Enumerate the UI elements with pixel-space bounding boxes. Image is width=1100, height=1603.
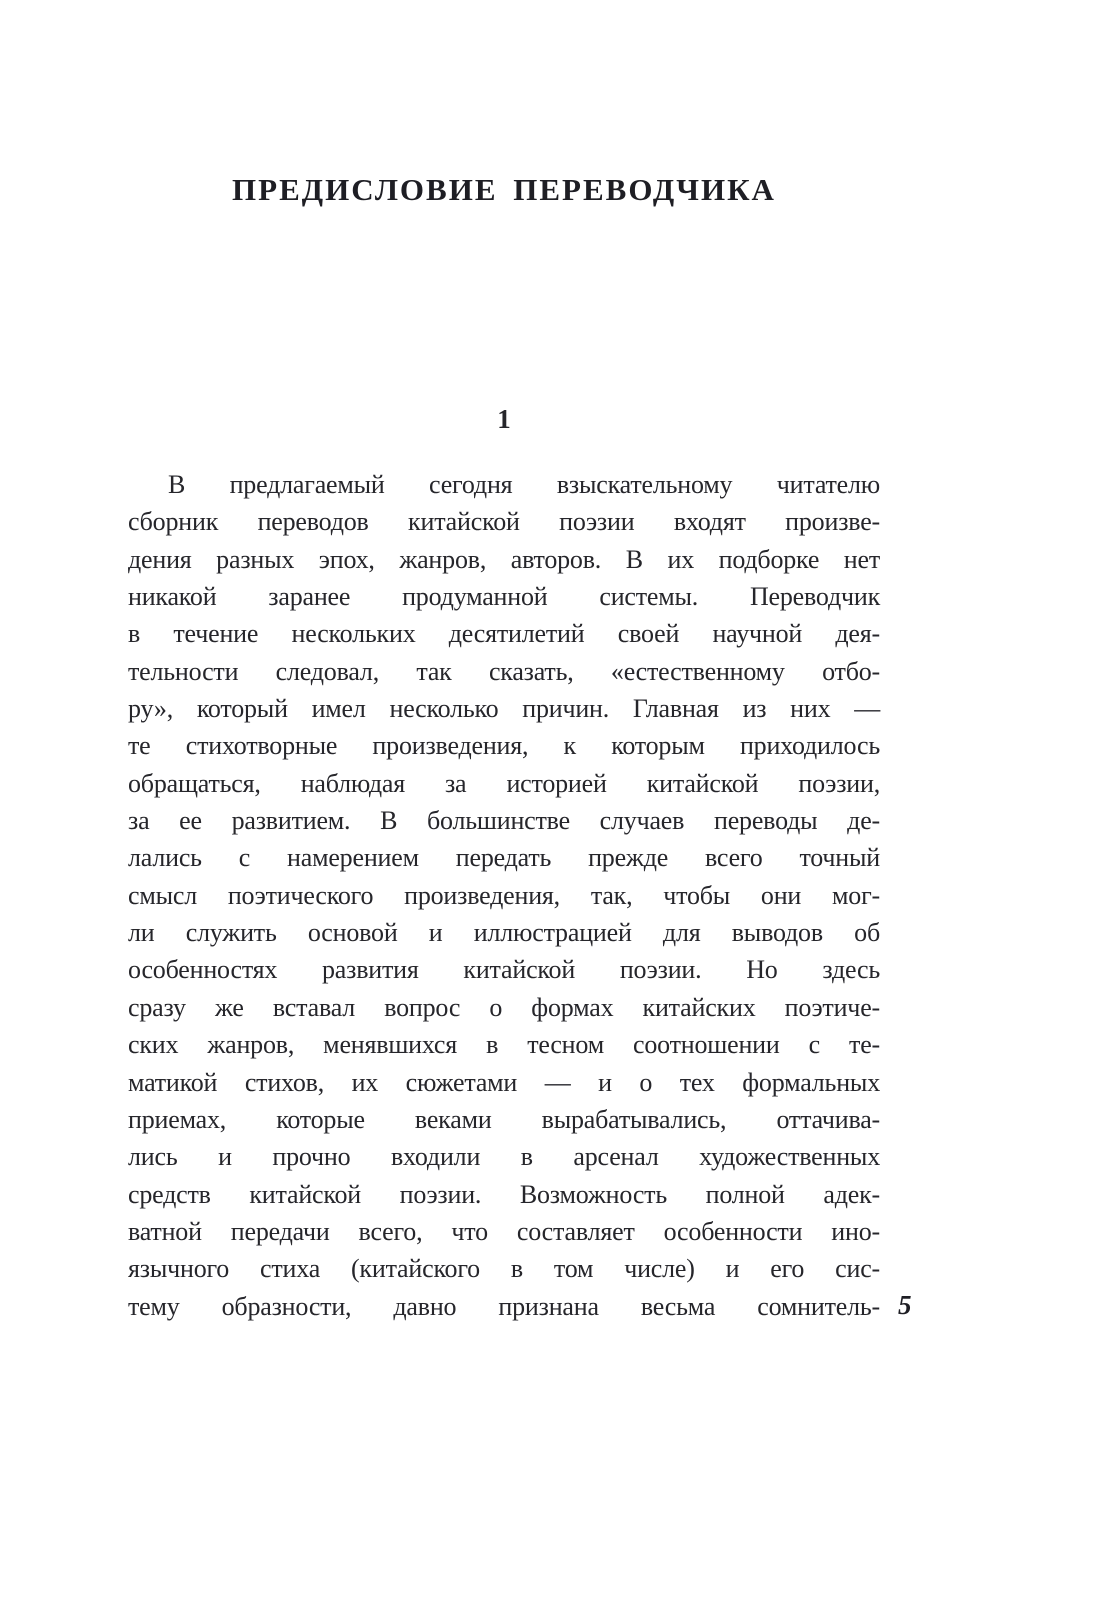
page-number: 5	[898, 1290, 912, 1320]
text-line: тельности следовал, так сказать, «естественному отбо-	[128, 656, 880, 686]
text-line: лались с намерением передать прежде всего точный	[128, 843, 880, 873]
text-line: смысл поэтического произведения, так, чтобы они мог-	[128, 880, 880, 910]
text-line: приемах, которые веками вырабатывались, оттачива-	[128, 1104, 880, 1134]
text-line: дения разных эпох, жанров, авторов. В их подборке нет	[128, 544, 880, 574]
text-line: сразу же вставал вопрос о формах китайских поэтиче-	[128, 992, 880, 1022]
chapter-title: ПРЕДИСЛОВИЕ ПЕРЕВОДЧИКА	[232, 172, 776, 207]
text-line: язычного стиха (китайского в том числе) и его сис-	[128, 1254, 880, 1284]
text-line: ватной передачи всего, что составляет особенности ино-	[128, 1216, 880, 1246]
text-line: тему образности, давно признана весьма сомнитель-	[128, 1291, 880, 1321]
text-line: ру», который имел несколько причин. Главная из них —	[128, 694, 880, 724]
section-number: 1	[497, 404, 511, 434]
paragraph	[128, 466, 880, 1325]
text-line: никакой заранее продуманной системы. Переводчик	[128, 582, 880, 612]
text-line: средств китайской поэзии. Возможность полной адек-	[128, 1179, 880, 1209]
text-line: обращаться, наблюдая за историей китайской поэзии,	[128, 768, 880, 798]
text-line: ли служить основой и иллюстрацией для выводов об	[128, 918, 880, 948]
text-line: особенностях развития китайской поэзии. Но здесь	[128, 955, 880, 985]
text-line: за ее развитием. В большинстве случаев переводы де-	[128, 806, 880, 836]
text-line: лись и прочно входили в арсенал художественных	[128, 1142, 880, 1172]
text-line: матикой стихов, их сюжетами — и о тех формальных	[128, 1067, 880, 1097]
text-line: В предлагаемый сегодня взыскательному читателю	[168, 470, 880, 499]
text-line: в течение нескольких десятилетий своей научной дея-	[128, 619, 880, 649]
text-line: сборник переводов китайской поэзии входят произве-	[128, 507, 880, 537]
text-line: те стихотворные произведения, к которым приходилось	[128, 731, 880, 761]
text-line: ских жанров, менявшихся в тесном соотношении с те-	[128, 1030, 880, 1060]
